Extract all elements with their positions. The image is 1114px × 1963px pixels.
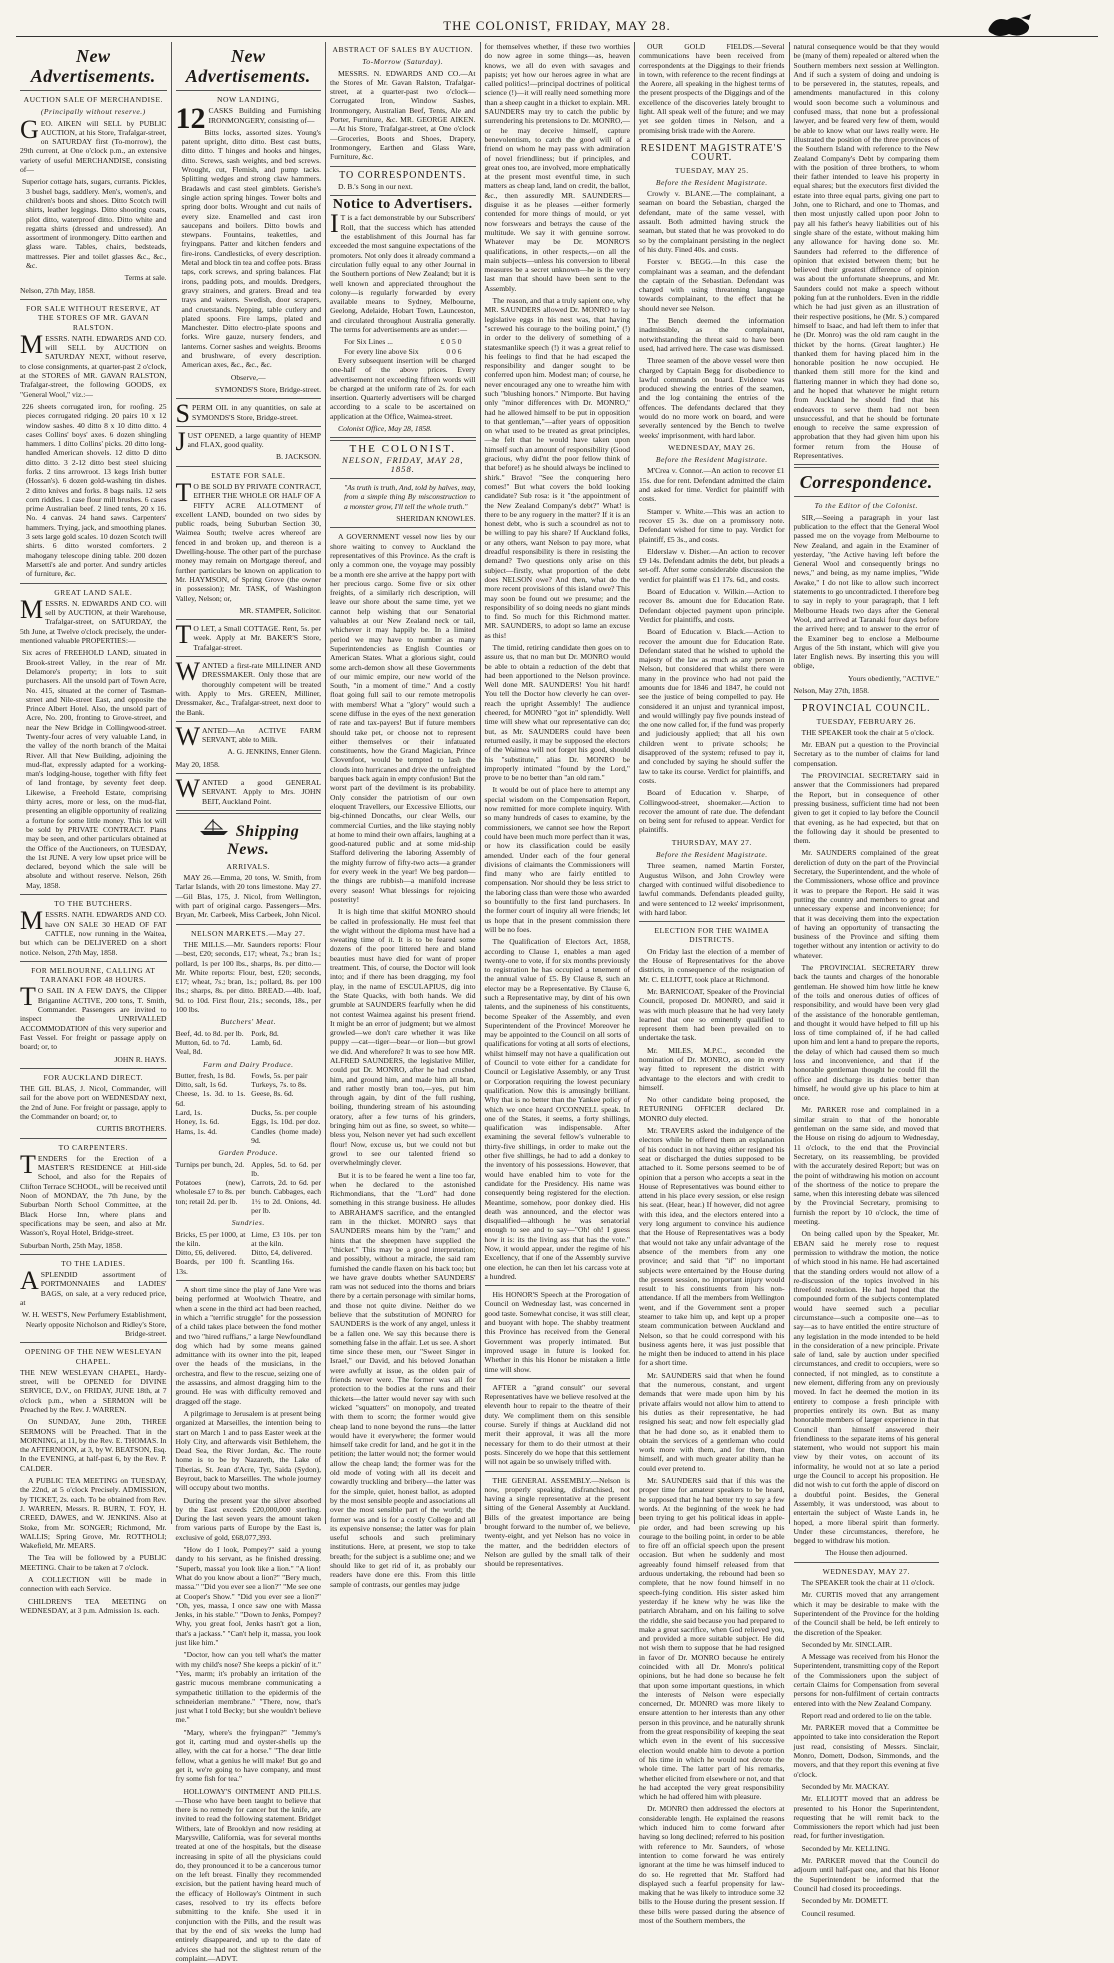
notice-body: I T is a fact demonstrable by our Subscribers' Roll, that the success which has attended the establishment of this Journal has far exceeded the most sanguine expectations of the promoters. Not only does it already command a circulation fully equal to any other Journal in the Southern portions of New Zealand; but it is well known and appreciated throughout the colony—is regularly forwarded by every available means to Sydney, Melbourne, Geelong, Adelaide, Hobart Town, Launceston, and circulated throughout Australia generally. The terms for advertisements are as under:— [330, 213, 476, 334]
election-paragraph: No other candidate being proposed, the RETURNING OFFICER declared Dr. MONRO duly elected. [639, 1095, 785, 1123]
ad-body: On SUNDAY, June 20th, THREE SERMONS will be Preached. That in the MORNING, at 11, by the Rev. E. THOMAS. In the AFTERNOON, at 3, by W. BEATSON, Esq. In the EVENING, at half-past 6, by the Rev. P. CALDER. [20, 1417, 167, 1473]
council-paragraph: Mr. ELLIOTT moved that an address be presented to his Honor the Superintendent, requesting that he will remit back to the Commissioners the report which had just been read, for further investigation. [794, 1794, 940, 1840]
letter-body: SIR,—Seeing a paragraph in your last publication to the effect that the General Wool passed me on the voyage from Melbourne to New Zealand, and again in the Examiner of yesterday, "the Active having left before the General Wool and consequently brings no news," and being, as my name implies, "Wide Awake," I do not like to allow such incorrect statements to go uncontradicted. I therefore beg to say in reply to your paragraph, that I left Melbourne Heads two days after the General Wool, and arrived at Taranaki four days before the arrived here; and to answer to the error of the Examiner beg to enclose a Melbourne Argus of the 5th instant, which will give you later English news. By inserting this you will oblige, [794, 513, 940, 671]
ad-body: MESSRS. NATH. EDWARDS AND CO. will SELL by AUCTION on SATURDAY NEXT, without reserve, to close consignments, at quarter-past 2 o'clock, at the STORES of MR. GAVAN RALSTON, Trafalgar-street, the following GOODS, ex "General Wool," viz.:— [20, 334, 167, 399]
price-row: Veal, 8d. [176, 1047, 322, 1056]
divider [176, 466, 322, 467]
editorial-paragraph: AFTER a "grand consult" our several Representatives have we believe resolved at the eleventh hour to repair to the theatre of their duty. We compliment them on this sensible course. Surely if things at Auckland did not merit their approval, it was all the more necessary for them to do their utmost at their posts. Sincerely do we hope that this settlement will not again be so unwisely trifled with. [485, 1383, 631, 1467]
column-5 [634, 42, 789, 1524]
council-paragraph: The PROVINCIAL SECRETARY threw back the taunts and charges of the honorable gentleman. He showed him how little he knew of the toils and onerous duties of offices of responsibility, and would have been very glad of the assistance of the honorable gentleman, and thought it would have helped to fill up his loss of time complained of, if he had called upon him and lent a hand to prepare the reports, the delay of which had caused them so much loss and inconvenience, and that if the honorable gentleman thought he could fill the office and discharge its duties better than himself, he would give up his place to him at once. [794, 963, 940, 1102]
columns [16, 42, 1098, 1524]
court-case: Crowly v. BLANE.—The complainant, a seaman on board the Sebastian, charged the defendant, mate of the same vessel, with assault. Both admitted having struck the seaman, but stated that he was provoked to do so by the complainant persisting in the neglect of his duty. Fined 40s. and costs. [639, 189, 785, 254]
dropcap: T [176, 482, 192, 504]
masthead-rule [16, 36, 1098, 37]
divider [485, 1285, 631, 1286]
double-divider [794, 464, 940, 468]
ad-heading: FOR AUCKLAND DIRECT. [20, 1073, 167, 1082]
court-case: Stamper v. White.—This was an action to recover £5 3s. due on a promissory note. Defendant wished for time to pay. Verdict for plaintiff, £5 3s., and costs. [639, 507, 785, 544]
ad-observe: Observe,— [176, 373, 322, 382]
ad-signature: B. JACKSON. [176, 452, 322, 461]
court-heading: RESIDENT MAGISTRATE'S COURT. [639, 144, 785, 163]
ad-terms: Terms at sale. [20, 273, 167, 282]
price-row: Hams, 1s. 4d. Candles (home made) 9d. [176, 1127, 322, 1146]
ad-body: T O BE SOLD BY PRIVATE CONTRACT, EITHER THE WHOLE OR HALF OF A FIFTY ACRE ALLOTMENT of excellent LAND, bounded on two sides by public roads, being Suburban Section 30, Waimea South; twelve acres whereof are fenced in and broken up, and thereon is a Dwelling-house. The other part of the purchase money may remain on Mortgage thereof, and further particulars be known on application to Mr. HAYMSON, of Spring Grove (the owner in possession); Mr. TASK, of Washington Valley, Nelson; or, [176, 482, 322, 603]
news-paragraph: OUR GOLD FIELDS.—Several communications have been received from correspondents at the Diggings to their friends in town, with reference to the recent findings at the Aorere, all speaking in the highest terms of the present prospects of the Diggings and of the excellence of the discoveries lately brought to light. All speak well of the future; and we may yet see golden times in Nelson, and a promising brisk trade with the Aorere. [639, 42, 785, 135]
court-case: Three seamen of the above vessel were then charged by Captain Begg for disobedience to lawful commands on board. Evidence was produced shewing the entries of the seamen, and the log containing the entries of the offences. The defendants declared that they would do no more work on board, and were severally sentenced by the Bench to twelve weeks' imprisonment, with hard labor. [639, 356, 785, 440]
rate-row: For every line above Six 0 0 6 [330, 347, 476, 356]
ad-body: A COLLECTION will be made in connection with each Service. [20, 1575, 167, 1594]
ad-heading: TO THE LADIES. [20, 1259, 167, 1268]
paragraph: "How do I look, Pompey?" said a young dandy to his servant, as he finished dressing. "Superb, massa! you look like a lion." "A lion! What do you know about a lion?" "Bery much, massa." "Did you ever see a lion?" "Me see one at Cooper's Show." "Did you ever see a lion?" "Oh, yes, massa, I once saw one with Massa Jenks, in his stable." "Down to Jenks, Pompey? Why, you great fool, Jenks hasn't got a lion, that's a jackass." "Can't help it, massa, you look just like him." [176, 1545, 322, 1647]
butchers-heading: Butchers' Meat. [176, 1017, 322, 1026]
divider [330, 195, 476, 196]
ad-date: May 20, 1858. [176, 760, 322, 769]
dropcap: M [20, 334, 43, 356]
court-before: Before the Resident Magistrate. [639, 455, 785, 464]
divider [485, 1471, 631, 1472]
divider [176, 426, 322, 427]
abstract-heading: ABSTRACT OF SALES BY AUCTION. [330, 45, 476, 54]
ad-heading: OPENING OF THE NEW WESLEYAN CHAPEL. [20, 1347, 167, 1366]
notice-title: Notice to Advertisers. [330, 200, 476, 209]
council-date: TUESDAY, FEBRUARY 26. [794, 717, 940, 726]
price-row: Boards, per 100 ft. 13s. Scantling 16s. [176, 1257, 322, 1276]
council-paragraph: Mr. PARKER rose and complained in a similar strain to that of the honorable gentleman on the same side, and moved that the House on rising do adjourn to Wednesday, 11 o'clock, to the end that the Provincial Secretary, on its reassembling, be provided with the accurately desired Report; but was on the point of withdrawing his motion on account of the shortness of the notice to prepare the same, when this interesting debate was silenced by the Provincial Secretary, promising to furnish the report by 10 o'clock, the time of meeting. [794, 1105, 940, 1226]
divider [176, 90, 322, 91]
council-paragraph: The House then adjourned. [794, 1548, 940, 1557]
ad-heading: NOW LANDING, [176, 95, 322, 104]
ad-signature: MR. STAMPER, Solicitor. [176, 606, 322, 615]
rate-row: For Six Lines ... £ 0 5 0 [330, 337, 476, 346]
abstract-body: MESSRS. N. EDWARDS AND CO.—At the Stores of Mr. Gavan Ralston, Trafalgar-street, at a quarter-past two o'clock—Corrugated Iron, Window Sashes, Ironmongery, Australian Beef, Tents, Ale and Porter, Furniture, &c. MR. GEORGE AIKEN.—At his Store, Trafalgar-street, at One o'clock—Groceries, Boots and Shoes, Drapery, Ironmongery, Earthen and Glass Ware, Furniture, &c. [330, 69, 476, 162]
ad-date: Nelson, 27th May, 1858. [20, 286, 167, 295]
ad-signature: JOHN R. HAYS. [20, 1055, 167, 1064]
ad-body: 12 CASKS Building and Furnishing IRONMONGERY, consisting of— [176, 106, 322, 125]
editorial-paragraph: But it is to be feared he went a line too far, when he declared to the astonished Richmondians, that the "Lord" had done something in this strange business. He alludes to ABRAHAM'S sacrifice, and the entangled ram in the thicket. MONRO says that SAUNDERS means him by the "ram;" and hints that the sheepmen have supplied the "thicket." This may be a good interpretation; and possibly, without a miracle, the said ram furnished the candle flaxen on his back too; but we have grave doubts whether SAUNDERS' ram was not seduced into the thorns and briars there by a certain personage with similar horns, and those not quite divine. Neither do we believe that the substitution of MONRO for SAUNDERS is the work of any angel, unless it be a fallen one. We say this because there is something false in the affair. Let us see. A short time since these men, our "Sweet Singer in Israel," our David, and his beloved Jonathan were awfully at issue, as the olden pair of friends never were. The former was all for protection to the bodies at the runs and their thickets—the latter would never say with such wicked "squatters" on monopoly, and treated with them to scorn; the former would give cheap land to none beyond the runs—the latter would have it everywhere; the former would himself take credit for land, and he got it in the petition; the latter would not; the former would allow the cheap land; the former was for the old mode of voting with all its deceit and cowardly truckling and bribery—the latter was for the simple, quiet, honest ballot, as adopted by the most sensible people and associations all over the most sensible part of the world; the former was and is for a costly College and all its expensive nonsense; the latter was for plain useful schools and such preliminary institutions. Here, at present, we stop to take breath; for the subject is a sublime one; and we should like to get rid of it, as probably our readers have done ere this. From this little sample of contrasts, our gentles may judge [330, 1171, 476, 1589]
price-row: Lard, 1s. Ducks, 5s. per couple [176, 1108, 322, 1117]
dropcap: W [176, 778, 201, 800]
column-6 [789, 42, 944, 1524]
masthead: THE COLONIST, FRIDAY, MAY 28. [0, 18, 1114, 34]
price-row: Ditto, £6, delivered. Ditto, £4, delivered. [176, 1248, 322, 1257]
council-paragraph: Mr. PARKER moved that a Committee be appointed to take into consideration the Report just read, consisting of Messrs. Sinclair, Monro, Domett, Dodson, Simmonds, and the movers, and that they report this evening at five o'clock. [794, 1723, 940, 1779]
divider [794, 1562, 940, 1563]
dropcap: G [20, 119, 39, 141]
arrivals-heading: ARRIVALS. [176, 862, 322, 871]
editorial-paragraph: It is high time that skilful MONRO should be called in professionally. He must feel that the wight without the diploma must have had a sweating time of it. It is to be feared some dozens of the poor littered here and bland beauties must have died for want of proper treatment. This, of course, the Doctor will look into; and if there has been dragging, my fool play, in the name of ESCULAPIUS, dig into the State Quacks, with both hands. We did grumble at SAUNDERS fearfully when he did not contest Waimea against his present friend. It might be an error of judgment; but we almost growled—we don't care whether it was like puppy —cat—tiger—bear—or lion—but growl we did. And wherefore? It was to see how MR. ALFRED SAUNDERS, the legislative Miller, could put Dr. MONRO, after he had crushed him, and ground him, and made him all bran, and rather mostly bran too,—yes, put him through again, by dint of the full rushing, boiling, thundering stream of his astounding oratory, after a few turns of his grinders, bringing him out as fine, so sweet, so white—bless you, Nelson never yet had such excellent flour! Now, excuse us, but we could not but growl to see our talented friend so overwhelmingly clever. [330, 907, 476, 1167]
council-paragraph: On being called upon by the Speaker, Mr. EBAN said he merely rose to request permission to withdraw the motion, the notice of which stood in his name. He had ascertained that the standing orders would not allow of a re-discussion of the topics involved in his threefold resolution. He had hoped that the compounded form of the subjects contemplated would have seemed such a peculiar circumstance—such a composite one—as to say—as to have entitled the entire structure of any legislation in the mode intended to be held in the consideration of a new principle. Private sale of land, sale by auction under specified circumstances, and credit to occupiers, were so connected, if not mingled, as to constitute a new element, differing from any on previously moved. In fact he deemed the motion in its entirety to compose a fresh principle with properties entirely its own. But as many honorable members of larger experience in that Council than himself answered their friendliness to the separate items of his general statement, who would not support his main view by their votes, on account of its informality, he would not at so late a period urge the Council to accept his proposition. He did not wish to cut forth the apple of discord on a doubtful point. Besides, the General Assembly, it was understood, was about to entertain the subject of Waste Lands in, he hoped, a more liberal spirit than formerly. Under these circumstances, therefore, he begged to withdraw his motion. [794, 1229, 940, 1545]
paragraph: During the present year the silver absorbed by the East exceeds £20,000,000 sterling. During the last seven years the amount taken from various parts of Europe by the East is, exclusive of gold, £68,077,393. [176, 1496, 322, 1542]
divider [176, 398, 322, 399]
divider [20, 299, 167, 300]
ad-body: THE GIL BLAS, J. Nicol, Commander, will sail for the above port on WEDNESDAY next, the 2nd of June. For freight or passage, apply to the Commander on board; or, to [20, 1084, 167, 1121]
price-row: Bricks, £5 per 1000, at the kiln. Lime, £3 10s. per ton at the kiln. [176, 1230, 322, 1249]
double-divider [176, 810, 322, 814]
ad-items: Bitts locks, assorted sizes. Young's patent upright, ditto ditto. Best cast butts, ditto ditto. T hinges and hooks and hinges, ditto. Screws, sash weights, and bed screws. Wrought, cut, Flemish, and pump tacks. Splitting wedges and strong claw hammers. Bradawls and cast steel gimblets. Gerishe's single action spring hinges. Tower bolts and spring door bolts. Wrought and cut nails of every size. Enamelled and cast iron saucepans and boilers. Ditto bowls and stewpans. Fountains, teakettles, and fryingpans. Patter and kitchen fenders and fire-irons. Candlesticks, of every description. Metal and block tin tea and coffee pots. Brass taps, cork screws, and spring balances. Flat irons, padding pots, and moulds. Dredgers, gravy strainers, and graters. Bread and tea trays and waiters. Swedish, door scrapers, and cruetstands. Nepping, table cutlery and plated spoons. Fire lamps, plated and Manchester. Ditto electro-plate spoons and forks. Wire gauze, nursery fenders, and lanterns. Corner sashes and weights. Brooms and brushware, of every description. American axes, &c., &c., &c. [176, 128, 322, 370]
price-row: Turnips per bunch, 2d. Apples, 5d. to 6d. per lb. [176, 1160, 322, 1179]
council-paragraph: Mr. EBAN put a question to the Provincial Secretary as to the number of claims for land compensation. [794, 740, 940, 768]
epigraph: "As truth is truth, And, told by halves, may, from a simple thing By misconstruction to a monster grow, I'll tell the whole truth." [330, 483, 476, 511]
election-paragraph: Mr. MILES, M.P.C., seconded the nomination of Dr. MONRO, as one in every way fitted to represent the district with advantage to the electors and with credit to himself. [639, 1046, 785, 1092]
divider [176, 924, 322, 925]
ad-body: MESSRS. N. EDWARDS AND CO. will sell by AUCTION, at their Warehouse, Trafalgar-street, on SATURDAY, the 5th June, at Twelve o'clock precisely, the under-mentioned valuable PROPERTIES:— [20, 599, 167, 645]
ad-heading: TO CARPENTERS. [20, 1143, 167, 1152]
section-title: New Advertisements. [20, 46, 167, 86]
editorial-title: THE COLONIST. [330, 445, 476, 454]
butchers-table [176, 1029, 322, 1057]
court-case: M'Crea v. Connor.—An action to recover £1 15s. due for rent. Defendant admitted the claim and asked for time. Verdict for plaintiff with costs. [639, 466, 785, 503]
ad-heading: FOR MELBOURNE, CALLING AT TARANAKI FOR 48 HOURS. [20, 966, 167, 985]
court-case: Board of Education v. Black.—Action to recover the amount due for Education Rate. Defendant stated that he wished to uphold the majesty of the law as much as any person in Nelson, but considered that whilst there were many in the province who had not paid the amounts due for 1846 and 1847, he could not see the justice of being compelled to pay. He considered it an unjust and tyrannical impost, and would willingly pay five pounds instead of the one now called for, if the fund was properly and judiciously applied; that all his own children went to private schools; he disapproved of the system; refused to pay it, and concluded by saying he should suffer the law to take its course. Verdict for plaintiffs, and costs. [639, 627, 785, 785]
council-paragraph: Mr. CURTIS moved that any arrangement which it may be desirable to make with the Superintendent of the Province for the holding of the Council shall be held, be left entirely to the discretion of the Speaker. [794, 1590, 940, 1636]
ad-signature: CURTIS BROTHERS. [20, 1124, 167, 1133]
election-paragraph: Mr. BARNICOAT, Speaker of the Provincial Council, proposed Dr. MONRO, and said it was with much pleasure that he had very lately learned that one so eminently qualified to represent them had been prevailed on to undertake the task. [639, 987, 785, 1043]
column-4 [480, 42, 635, 1524]
divider [20, 961, 167, 962]
ad-body: THE NEW WESLEYAN CHAPEL, Hardy-street, will be OPENED for DIVINE SERVICE, D.V., on FRIDAY, JUNE 18th, at 7 o'clock p.m., when a SERMON will be Preached by the Rev. J. WARREN. [20, 1368, 167, 1414]
council-paragraph: Seconded by Mr. MACKAY. [794, 1782, 940, 1791]
paragraph: HOLLOWAY'S OINTMENT AND PILLS.—Those who have been taught to believe that there is no remedy for cancer but the knife, are invited to read the following statement. Bridget Withers, late of Brooklyn and now residing at Marysville, California, was for several months treated at one of the hospitals, but the disease increasing in spite of all the physicians could do, they pronounced it to be a cancerous tumor on the left breast. Finally they recommended excision, but the patient having heard much of the efficacy of Holloway's Ointment in such cases, resolved to try its effects before submitting to the knife. She used it in conjunction with the Pills, and the result was that by the end of six weeks the lump had entirely disappeared, and up to the date of advices she had not the slightest return of the complaint.—ADVT. [176, 1787, 322, 1963]
section-title: New Advertisements. [176, 46, 322, 86]
court-case: Board of Education v. Wilkin.—Action to recover 8s. amount due for Education Rate. Defendant objected payment upon principle. Verdict for plaintiffs, and costs. [639, 587, 785, 624]
ink-blot-icon [985, 14, 1033, 38]
dropcap: S [176, 403, 190, 425]
ad-heading: ESTATE FOR SALE. [176, 471, 322, 480]
divider [485, 1378, 631, 1379]
election-paragraph: Mr. TRAVERS asked the indulgence of the electors while he offered them an explanation of his conduct in not having either resigned his seat or discharged the duties supposed to be attached to it. Some persons seemed to be of opinion that a person who accepts a seat in the House of Representatives was bound either to attend in his place every session, or else resign his seat. (Hear, hear.) If however, did not agree with this idea, and the electors entered into a very long argument to convince his audience that the House of Representatives was a body that would not take any unfair advantage of the absence of the members from any one province; and said that "if" no important subjects were entertained by the House during the present session, no important injury would result to his constituents from his non-attendance. If all the members from Wellington went, and if the Government sent a proper steamer to take him up, and kept up a proper steam communication between Auckland and Nelson, so that he could correspond with his business agents here, it was just possible that he might then be induced to attend in his place for a short time. [639, 1126, 785, 1368]
price-row: Ditto, salt, 1s 6d. Turkeys, 7s. to 8s. [176, 1080, 322, 1089]
election-paragraph: natural consequence would be that they would be (many of them) repealed or altered when the Southern members next session at Wellington. And if such a system of doing and undoing is to be persevered in, the statutes, repeals, and amendments manufactured in this colony would soon become such a voluminous and confused mass, that none but a professional lawyer, and be feared very few of them, would be able to know what our laws really were. He illustrated the position of the three provinces of the Southern Island with reference to the New Zealand Company's Debt by comparing them with the position of three brothers, to whom their father intended to leave his property in equal shares; but the executors first divided the estate into three equal parts, giving one part to John, one to Richard, and one to Thomas, and then most unjustly called upon poor John to pay all his father's heavy liabilities out of his single share of the estate, without making him any allowance for having done so. Mr. Saunders had referred to the difference of opinion that existed between them; but he believed their greatest difference of opinion was about the unfortunate sheepruns, and Mr. Saunders could not make a speech without poking fun at the runholders. Even in the riddle which he had just given as an illustration of their respective positions, he (Mr. S.) compared himself to Isaac, and had left them to infer that he (Dr. Monro) was the old ram caught in the thicket by the horns. (Great laughter.) He thanked them for having placed him in the honorable position he now occupied. He thanked them still more for the kind and flattering manner in which they had done so, and he hoped that whatever he might return from Auckland he should find that his endeavors to serve them had not been unsuccessful, and that he should be fortunate enough to receive the same expression of approbation that they had given him upon his former return from the House of Representatives. [794, 42, 940, 460]
court-date: TUESDAY, MAY 25. [639, 166, 785, 175]
farm-heading: Farm and Dairy Produce. [176, 1060, 322, 1069]
divider [639, 921, 785, 922]
epigraph-attribution: SHERIDAN KNOWLES. [330, 514, 476, 523]
paragraph: A short time since the play of Jane Vere was being performed at Woolwich Theatre, and when a scene in the third act had been reached, in which a "terrific struggle" for the possession of a child takes place between the fond mother and two "hired ruffians," a large Newfoundland dog which had by some means gained admittance with its owner into the pit, leaped over the heads of the musicians, in the orchestra, and flew to the rescue, seizing one of the assassins, and almost dragging him to the ground. He was with difficulty removed and dragged off the stage. [176, 1285, 322, 1406]
election-paragraph: Mr. SAUNDERS said that if this was the proper time for amateur speakers to be heard, he supposed that he had better try to say a few words. At the beginning of the week he had been trying to get his political ideas in apple-pie order, and had been screwing up his courage to the boiling point, in order to be able to fire off an official speech upon the present occasion. But when he suddenly and most agreeably found himself released from that arduous undertaking, the rebound had been so complete, that he now found himself in no speech-fying condition. His sister asked him yesterday if he knew why he was like the patriarch Abraham, and on his failing to solve the riddle, she said because you had prepared to make a great sacrifice, when God relieved you, and provided a more suitable subject. He did not wish them to suppose that he had resigned in favor of Dr. MONRO because he entirely coincided with all Dr. Monro's political opinions, but he had done so because he felt that upon some important questions, in which the interests of Nelson were especially concerned, Dr. MONRO was more likely to ensure attention to her interests than any other person in this province, and he naturally shrunk from the great responsibility of keeping the seat which even in the event of his successive election would enable him to devote a portion of his time in which he would not devote the whole time. The latter part of his remarks, whether elicited from elsewhere or not, and that he had accepted the very great responsibility which he had offered him with pleasure. [639, 1476, 785, 1801]
council-paragraph: Council resumed. [794, 1909, 940, 1918]
editorial-paragraph: A GOVERNMENT vessel now lies by our shore waiting to convey to Auckland the representatives of this Province. As the craft is only a common one, the voyage may possibly be a month ere she arrive at the happy port with her precious cargo. Some five or six other freights, of a similarly rich description, will leave our shore about the same time, yet we cannot help wishing that our Senatorial valuables at our New Zealand neck or tail, whichever it may happily be. In a limited period we may have to number as many Superintendencies as English Counties or American States. What a glorious sight, could some arch-demon show all these Governments of our mimic empire, our new world of the South, "in a moment of time." And a costly float going full sail to our remote metropolis with members! What a "glory" would such a scene diffuse in the eyes of the next generation of rate and tax-payers! But if future members should take pet, or choose not to represent either themselves or their infatuated constituents, how the Grand Magician, Prince Clovenfoot, would be tempted to lash the clouds into hurricanes and drive the unfreighted barques back again in empty confusion! But the worst part of the devilment is its probability. Only consider the patriotism of our own eloquent Travellers, our Excessive Elliotts, our big-chinned Doncaths, our clear Wells, our commercial Curties, and the like staying nobly at home to mind their own affairs, laughing at a good-natured public and at some mid-ship Stafford delivering the laboring Assembly of the mighty furrow of fifty-two acts—a grander for every week in the year! We beg pardon—the things are rubbish—a manifold increase every season! What blessings for rejoicing posterity! [330, 532, 476, 904]
ad-body: SPERM OIL in any quantities, on sale at SYMONDS'S Store, Bridge-street. [176, 403, 322, 422]
section-title: Shipping News. [176, 818, 322, 859]
ad-signature: W. H. WEST'S, New Perfumery Establishment, Nearly opposite Nicholson and Ridley's Store, Bridge-street. [20, 1310, 167, 1338]
council-paragraph: Mr. SAUNDERS complained of the great dereliction of duty on the part of the Provincial Secretary, the Superintendent, and the whole of the Commissioners, whose office and province it was to prepare the Report. He said it was putting the country and members to great and unnecessary expense and inconvenience; for that it was deceiving them into the expectation of having an opportunity of transacting the business of the Province and sifting them together without any intention or activity to do whatever. [794, 848, 940, 960]
dropcap: M [20, 910, 43, 932]
court-case: Three seamen, named Martin Forster, Augustus Wilson, and John Crowley were charged with continued wilful disobedience to lawful commands. Defendants pleaded guilty, and were sentenced to 12 weeks' imprisonment, with hard labor. [639, 861, 785, 917]
court-case: The Bench deemed the information inadmissible, as the complainant, notwithstanding the threat said to have been used, had arrived here. The case was dismissed. [639, 316, 785, 353]
election-paragraph: Dr. MONRO then addressed the electors at considerable length. He explained the reasons which induced him to come forward after having so long declined; referred to his position with reference to Mr. Saunders, of whose intention to come forward he was entirely ignorant at the time he was himself induced to do so. He regretted that Mr. Stafford had displayed such a fearful propensity for law-making that he was likely to introduce some 32 bills to the House during the present session. If these bills were passed during the absence of most of the Southern members, the [639, 1804, 785, 1925]
price-row: Butter, fresh, 1s 8d. Fowls, 5s. per pair [176, 1071, 322, 1080]
sundries-table [176, 1230, 322, 1276]
rates-table [330, 337, 476, 356]
ad-body: GEO. AIKEN will SELL by PUBLIC AUCTION, at his Store, Trafalgar-street, on SATURDAY first (To-morrow), the 29th current, at One o'clock p.m., an extensive variety of useful MERCHANDISE, consisting of— [20, 119, 167, 175]
editorial-paragraph: It would be out of place here to attempt any special wisdom on the Compensation Report, now remitted for more complete inquiry. With so many hundreds of cases to examine, by the commissioners, we cannot see how the Report could have been much more perfect than it was, or how its classification could be easily amended. Under each of the four general divisions of claimants the Commissioners will find many who are fairly entitled to compensation. Nor should they be less strict to the laboring class than were those who awarded so bountifully to the first land purchasers. In the former court of inquiry all were friends; let us hope that in the present commission there will be no foes. [485, 785, 631, 934]
letter-signature: Yours obediently, "ACTIVE." [794, 674, 940, 683]
divider [639, 139, 785, 140]
notice-body: Every subsequent insertion will be charged one-half of the above prices. Every advertisement not exceeding fifteen words will be charged at the uniform rate of 2s. for each insertion. Quarterly advertisers will be charged according to a scale to be ascertained on application at the Office, Waimea-street. [330, 356, 476, 421]
ad-body: A PUBLIC TEA MEETING on TUESDAY, the 22nd, at 5 o'clock Precisely. ADMISSION, by TICKET, 2s. each. To be obtained from Rev. J. WARREN, Messrs. R. BURN, T. FOY, H. CREED, DAWES, and W. JENKINS. Also at Stoke, from Mr. SONGER; Richmond, Mr. WALLIS; Spring Grove, Mr. ROTTHOLI; Wakefield, Mr. MEARS. [20, 1476, 167, 1550]
price-row: Beef, 4d. to 8d. per lb. Pork, 8d. [176, 1029, 322, 1038]
ad-heading: FOR SALE WITHOUT RESERVE, AT THE STORES OF MR. GAVAN RALSTON. [20, 304, 167, 332]
ad-body: T O SAIL IN A FEW DAYS, the Clipper Brigantine ACTIVE, 200 tons, T. Smith, Commander. Passengers are invited to inspect the UNRIVALLED ACCOMMODATION of this very superior and Fast Vessel. For freight or passage apply on board; or, to [20, 986, 167, 1051]
correspondents-body: D. B.'s Song in our next. [330, 182, 476, 191]
council-paragraph: The PROVINCIAL SECRETARY said in answer that the Commissioners had prepared the Report, but in consequence of other pressing business, sufficient time had not been given to get it copied to lay before the Council that evening, as he had expected, but that on the following day it should be presented to them. [794, 771, 940, 845]
court-before: Before the Resident Magistrate. [639, 850, 785, 859]
arrivals-body: MAY 26.—Emma, 20 tons, W. Smith, from Tarlar Islands, with 20 tons limestone. May 27.—Gil Blas, 175, J. Nicol, from Wellington, with part of original cargo. Passengers—Mrs. Bryan, Mr. Carbeek, Miss Carbeek, John Nicol. [176, 873, 322, 919]
double-divider [330, 437, 476, 441]
court-case: Elderslaw v. Disher.—An action to recover £9 14s. Defendant admits the debt, but pleads a set-off. After some considerable discussion the verdict for plaintiff was £1 17s. 6d., and costs. [639, 547, 785, 584]
divider [20, 1254, 167, 1255]
dropcap: J [176, 431, 186, 453]
ad-body: JUST OPENED, a large quantity of HEMP and FLAX, good quality. [176, 431, 322, 450]
ship-icon [197, 818, 231, 836]
column-2 [171, 42, 326, 1524]
farm-table [176, 1071, 322, 1145]
court-before: Before the Resident Magistrate. [639, 178, 785, 187]
divider [330, 478, 476, 479]
ad-body: WANTED—An ACTIVE FARM SERVANT, able to Milk. [176, 726, 322, 745]
court-case: Board of Education v. Sharpe, of Collingwood-street, shoemaker.—Action to recover the amount of rate due. The defendant on being sent for refused to appear. Verdict for plaintiffs. [639, 788, 785, 834]
council-paragraph: Seconded by Mr. KELLING. [794, 1844, 940, 1853]
ad-body: The Tea will be followed by a PUBLIC MEETING. Chair to be taken at 7 o'clock. [20, 1553, 167, 1572]
garden-heading: Garden Produce. [176, 1148, 322, 1157]
council-paragraph: Mr. PARKER moved that the Council do adjourn until half-past one, and that his Honor the Superintendent be informed that the Council had closed its proceedings. [794, 1856, 940, 1893]
letter-address: To the Editor of the Colonist. [794, 501, 940, 510]
ad-date: Suburban North, 25th May, 1858. [20, 1241, 167, 1250]
ad-heading: GREAT LAND SALE. [20, 588, 167, 597]
abstract-subheading: To-Morrow (Saturday). [330, 57, 476, 66]
divider [794, 496, 940, 497]
editorial-date: NELSON, FRIDAY, MAY 28, 1858. [330, 456, 476, 475]
correspondents-heading: TO CORRESPONDENTS. [330, 171, 476, 180]
price-row: Honey, 1s. 6d. Eggs, 1s. 10d. per doz. [176, 1117, 322, 1126]
price-row: Potatoes (new), wholesale £7 to 8s. per ton; retail 2d. per lb. Carrots, 2d. to 6d. per bunch. Cabbages, each 1½ to 2d. Onions, 4d. per lb. [176, 1178, 322, 1215]
dropcap: A [20, 1270, 39, 1292]
ad-heading: TO THE BUTCHERS. [20, 899, 167, 908]
ad-signature: A. G. JENKINS, Enner Glenn. [176, 747, 322, 756]
dropcap: W [176, 726, 201, 748]
ad-body: WANTED a first-rate MILLINER AND DRESSMAKER. Only those that are thoroughly competent will be treated with. Apply to Mrs. GREEN, Milliner, Dressmaker, &c., Trafalgar-street, next door to the Bank. [176, 661, 322, 717]
divider [176, 1280, 322, 1281]
section-title: Correspondence. [794, 472, 940, 492]
dropcap: M [20, 599, 43, 621]
ad-items: Six acres of FREEHOLD LAND, situated in Brook-street Valley, in the rear of Mr. Delamore's property; in lots to suit purchasers. All the unsold part of Town Acre, No. 415, situated at the corner of Tasman-street and Nile-street East, and opposite the Prince Albert Hotel. Also, the unsold part of Acre, No. 200, fronting to Grove-street, and near the New Bridge in Collingwood-street. Twenty-four acres of very valuable Land, in the valley of the north branch of the Maitai River. All that New Building, adjoining the mud-flat, expressly adapted for a working-man's lodging-house, together with fifty feet of land frontage, by seventy feet deep. Likewise, a Freehold Estate, comprising thirty acres, more or less, on the mud-flat, presenting an eligible opportunity of realizing a fortune for some little money. This lot will be sold by PRIVATE CONTRACT. Plans may be seen, and other particulars obtained at the Office of the Auctioneers, on TUESDAY, the 1st JUNE. A very low upset price will be declared, beyond which the sale will be absolute and without reserve. Nelson, 26th May, 1858. [20, 648, 167, 890]
big-number: 12 [176, 106, 206, 132]
council-paragraph: The SPEAKER took the chair at 11 o'clock. [794, 1578, 940, 1587]
ad-items: Superior cottage hats, sugars, currants. Pickles, 3 bushel bags, saddlery. Men's, women's, and children's boots and shoes. Ditto Scotch twill shirts, leather leggings. Ditto shooting coats, pilot ditto, waterproof ditto. Ditto white and regatta shirts (dressed and undressed). An assortment of ironmongery. Ditto earthen and glass ware. Tables, chairs, bedsteads, mattresses. Pier and toilet glasses &c., &c., &c. [20, 177, 167, 270]
markets-heading: NELSON MARKETS.—May 27. [176, 929, 322, 938]
editorial-paragraph: The timid, retiring candidate then goes on to assure us, that no man but Dr. MONRO would be able to obtain a reduction of the debt that had been apportioned to the Nelson province. Well done MR. SAUNDERS! You hit hard! You tell the Doctor how cleverly he can over-reach the upright Assembly! The audience cheered, for MONRO "got in" splendidly. Well time will shew what our representative can do; but, as Mr. SAUNDERS could have been returned easily, it may be supposed the electors of the Waimea will not forget his good, should his "substitute," alias Dr. MONRO be improperly intimated "found by the Lord," prove to be no better than "an old ram." [485, 643, 631, 782]
ad-body: ASPLENDID assortment of PORTMONNAIES and LADIES' BAGS, on sale, at a very reduced price, at [20, 1270, 167, 1307]
council-heading: PROVINCIAL COUNCIL. [794, 704, 940, 713]
price-row: Cheese, 1s. 3d. to 1s. 6d. Geese, 8s. 6d. [176, 1089, 322, 1108]
election-heading: ELECTION FOR THE WAIMEA DISTRICTS. [639, 926, 785, 945]
divider [176, 619, 322, 620]
ad-body: WANTED a good GENERAL SERVANT. Apply to Mrs. JOHN BEIT, Auckland Point. [176, 778, 322, 806]
dropcap: I [330, 213, 339, 235]
council-paragraph: A Message was received from his Honor the Superintendent, transmitting copy of the Report of the Commissioners upon the subject of certain Claims for Compensation from several persons for non-fulfilment of certain contracts entered into with the New Zealand Company. [794, 1652, 940, 1708]
council-paragraph: THE SPEAKER took the chair at 5 o'clock. [794, 728, 940, 737]
council-date: WEDNESDAY, MAY 27. [794, 1567, 940, 1576]
ad-body: MESSRS. NATH. EDWARDS AND CO. have ON SALE 30 HEAD OF FAT CATTLE, now running in the Waitea, but which can be DELIVERED on a short notice. Nelson, 27th May, 1858. [20, 910, 167, 956]
column-1 [16, 42, 171, 1524]
paragraph: "Doctor, how can you tell what's the matter with my child's nose? She keeps a pickin' of it." "Yes, marm; it's probably an irritation of the gastric mucous membrane communicating a sympathetic titillation to the epidermis of the schneiderian membrane." "There, now, that's just what I told Becky; but she wouldn't believe me." [176, 1650, 322, 1724]
paragraph: A pilgrimage to Jerusalem is at present being organized at Marseilles, the intention being to start on March 1 and to pass Easter week at the Holy City, and afterwards visit Bethlehem, the Dead Sea, the River Jordan, &c. The route home is to be by Nazareth, the Lake of Tiberias, St. Jean d'Acre, Tyr, Saida (Sydon), Beyrout, back to Marseilles. The whole journey will occupy about two months. [176, 1409, 322, 1493]
divider [20, 1342, 167, 1343]
dropcap: T [176, 624, 192, 646]
markets-body: THE MILLS.—Mr. Saunders reports: Flour—best, £20; seconds, £17; wheat, 7s.; bran 1s.; pollard, 1s per 100 lbs., sharps, 8s. per ditto.—Mr. White reports: Flour, best, £20; seconds, £17; wheat, 7s.; bran, 1s.; pollard, 8s. per 100 lbs.; sharps, 8s. per ditto. BREAD.—4lb. loaf, 9d. to 10d. First flour, 21s.; seconds, 18s., per 100 lbs. [176, 940, 322, 1014]
editorial-paragraph: The reason, and that a truly sapient one, why MR. SAUNDERS allowed Dr. MONRO to lay legislative eggs in his nest was, that having "screwed his courage to the boiling point," (!) in order to the delivery of something of a statesmanlike speech (!) it was a great relief to his feelings to find that he had escaped the responsibility and danger sought to be conferred upon him. Modest man; of course, he never encouraged any one to wreathe him with such "blushing honors." N'importe. But having only "minor differences with Dr. MONRO," had he allowed himself to be put in opposition to that gentleman,"—after years of opposition on what used to be treated as great principles,—he felt that he would have taken upon himself such an amount of responsibility (Good gracious, why did'nt the poor fellow think of that before!) as he should always be inclined to shirk." Bravo! "See the conquering hero comes!" But what covers the bold looking candidate? Sub rosa: is it "the appointment of the New Zealand Company's debt?" What! is there to be any roguery in the matter? If it is an honest debt, who is such a scoundrel as not to be willing to pay his share? If Auckland folks, or any others, want Nelson to pay more, what dreadful responsibility is there in resisting the demand? Two questions only arise on this subject—firstly, what proportion of the debt does NELSON owe? And then, what do the more recent provisions of this island owe? This may soon be found out we presume; and the responsibility of so doing needs no giant minds to find. So much for this Richmond matter. MR. SAUNDERS, to adopt so lame an excuse as this! [485, 296, 631, 640]
divider [330, 166, 476, 167]
garden-table [176, 1160, 322, 1216]
editorial-paragraph: His HONOR'S Speech at the Prorogation of Council on Wednesday last, was concerned in good taste. Somewhat concise, it was still clear, and buoyant with hope. The shabby treatment this Province has received from the General Government was properly intimated. But improved usage in future is looked for. Whether in this his Honor be mistaken a little time will show. [485, 1290, 631, 1374]
council-paragraph: Report read and ordered to lie on the table. [794, 1711, 940, 1720]
election-paragraph: On Friday last the election of a member of the House of Representatives for the above districts, in consequence of the resignation of Mr. C. ELLIOTT, took place at Richmond. [639, 947, 785, 984]
divider [20, 1068, 167, 1069]
notice-date: Colonist Office, May 28, 1858. [330, 424, 476, 433]
court-case: Forster v. BEGG.—In this case the complainant was a seaman, and the defendant the captain of the Sebastian. Defendant was charged with using threatening language towards complainant, to the effect that he should never see Nelson. [639, 257, 785, 313]
court-date: THURSDAY, MAY 27. [639, 838, 785, 847]
divider [20, 894, 167, 895]
ad-heading: AUCTION SALE OF MERCHANDISE. [20, 95, 167, 104]
council-paragraph: Seconded by Mr. DOMETT. [794, 1896, 940, 1905]
ad-items: 226 sheets corrugated iron, for roofing. 25 pieces corrugated ridging. 20 pairs 10 x 12 window sashes. 40 ditto 8 x 10 ditto ditto. 4 cases Collins' boys' axes. 6 dozen shingling hammers. 1 ditto Collins' picks. 20 ditto long-handled American shovels. 12 ditto D ditto ditto ditto. 3 2-12 ditto best steel sluicing forks. 2 tins arrowroot. 13 kegs Irish butter (Hossan's). 6 dozen gold-washing tin dishes. 2 ditto knives and forks. 8 bags nails. 12 sets corn riddles. 1 case flour mill brushes. 6 cases prime Australian beef. 2 lined tents, 20 x 16. No. 4 canvas. 24 hand saws. Carpenters' hammers. Trying, jack, and smoothing planes. 3 sets large gold scales. 10 dozen Scotch twill shirts. 6 ditto worsted comforters. 2 mahogany telescope dining table. 200 dozen Marsetti's ale and porter. And sundry articles of furniture, &c. [20, 402, 167, 579]
ad-subheading: (Principally without reserve.) [20, 107, 167, 116]
council-paragraph: Seconded by Mr. SINCLAIR. [794, 1640, 940, 1649]
dropcap: T [20, 986, 36, 1008]
ad-signature: SYMONDS'S Store, Bridge-street. [176, 385, 322, 394]
divider [20, 1138, 167, 1139]
dropcap: W [176, 661, 201, 683]
column-3 [325, 42, 480, 1524]
paragraph: "Mary, where's the fryingpan?" "Jemmy's got it, carting mud and oyster-shells up the alley, with the cat for a horse." "The dear little fellow, what a genius he will make! But go and get it, we're going to have company, and must fry some fish for tea." [176, 1728, 322, 1784]
editorial-paragraph: for themselves whether, if these two worthies do now agree in some things—as, heaven knows, we all do even with savages and papists; yet how our heroes agree in what are called politics!—principal doctrines of political science (!)—it will really need something more than a sheep caught in a thicket to explain. MR. SAUNDERS may try to catch the public by surrendering his pretensions to Dr. MONRO,—or he may deceive himself, capture benevolentism, to catch the good will of a friend on whom he may pass with admiration of novel friendliness; but if principles, and great ones too, are involved, more emphatically at the present most eventful time, in such matters as cheap land, land on credit, the ballot, &c., then assuredly MR. SAUNDERS—disguise it as he pleases —either formerly contended for more things of mould, or yet now forswears and betrays the cause of the multitude. We say it with genuine sorrow. Whatever may be Dr. MONRO'S qualifications, in other respects,—on all the main subjects—unless his conversion to liberal measures be a secret unknown—he is the very last man that should have been sent to the Assembly. [485, 42, 631, 293]
letter-date: Nelson, May 27th, 1858. [794, 686, 940, 695]
price-row: Mutton, 6d. to 7d. Lamb, 6d. [176, 1038, 322, 1047]
ad-body: CHILDREN'S TEA MEETING on WEDNESDAY, at 3 p.m. Admission 1s. each. [20, 1597, 167, 1616]
editorial-paragraph: The Qualification of Electors Act, 1858, according to Clause 1, enables a man aged twenty-one to vote, if for six months previously to registration he has occupied a tenement of the annual value of £5. By Clause 8, such an elector may be a Representative. By Clause 6, such a Representative may, by dint of his own talents, and the supineness of his constituents, become Speaker of the Assembly, and even Superintendent of the Province! Moreover he may be appointed to the Council on all sorts of qualifications for voting at all sorts of elections, whilst himself may not have a qualification out of Council to vote either for a candidate for Council or Legislative Assembly, or any Trust or Corporation requiring the lowest pecuniary qualification. Now this is amusingly brilliant. Why that is no better than the Yankee policy of which we once heard O'CONNELL speak. In one of the States, it seems, a forty shillings, qualification was indispensable. After examining the several fellow's vulnerable to thirty-five shillings, in order to make out the other five shillings, he had to add a donkey to the inventory of his possessions. However, that would have enabled him to vote for the candidate for the Presidency. His name was consequently being registered for the election. Meantime, somehow, poor donkey died. His death was announced, and the elector was disqualified—although he was senatorial enough to see and to say—"Oh! oh! I guess how it is: its the living ass that has the vote." Now, it would appear, under the regime of his Excellency, that if one of the Assembly survive one election, he can then let his carcass vote at a hundred. [485, 937, 631, 1281]
court-date: WEDNESDAY, MAY 26. [639, 443, 785, 452]
election-paragraph: Mr. SAUNDERS said that when he found that the numerous, constant, and urgent demands that were made upon him by his private affairs would not allow him to attend to his duties as their representative, he had resigned his seat; and now felt especially glad that he had done so, as it enabled them to obtain the services of a gentleman who could work more with them, and for them, than himself, and with much greater ability than he could ever pretend to. [639, 1371, 785, 1473]
divider [794, 699, 940, 700]
divider [330, 527, 476, 528]
divider [20, 583, 167, 584]
ad-body: T O LET, a Small COTTAGE. Rent, 5s. per week. Apply at Mr. BAKER'S Store, Trafalgar-street. [176, 624, 322, 652]
sundries-heading: Sundries. [176, 1218, 322, 1227]
dropcap: T [20, 1154, 36, 1176]
editorial-paragraph: THE GENERAL ASSEMBLY.—Nelson is now, properly speaking, disfranchised, not having a single representative at the present sitting of the General Assembly at Auckland. Bills of the greatest importance are being brought forward to the number of, we believe, twenty-eight, and yet Nelson has no voice in the matter, and the bedridden electors of Nelson are gulled by the small talk of their should be representatives. [485, 1476, 631, 1569]
divider [20, 90, 167, 91]
ad-body: TENDERS for the Erection of a MASTER'S RESIDENCE at Hill-side School, and also for the Repairs of Clifton Terrace SCHOOL, will be received until Noon of MONDAY, the 7th June, by the Suburban North School Committee, at the Black Horse Inn, where plans and specifications may be seen, and also at Mr. Wasson's, Royal Hotel, Bridge-street. [20, 1154, 167, 1238]
